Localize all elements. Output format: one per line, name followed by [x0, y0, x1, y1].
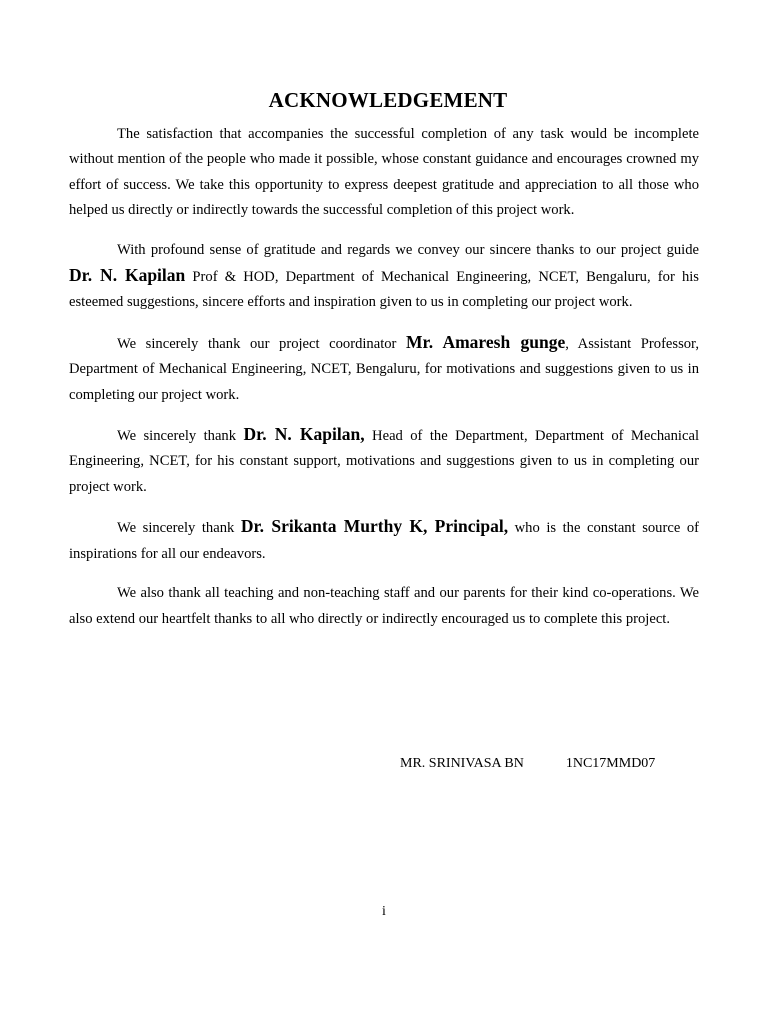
- paragraph-head-of-department: [69, 422, 699, 500]
- paragraph-text: With profound sense of gratitude and regards we convey our sincere thanks to our project guide: [117, 241, 699, 258]
- paragraph-text: We sincerely thank: [117, 428, 244, 445]
- paragraph-principal: [69, 514, 699, 567]
- paragraph-text: We sincerely thank our project coordinator: [117, 335, 407, 352]
- hod-name: Dr. N. Kapilan,: [243, 424, 365, 445]
- roll-number: 1NC17MMD07: [565, 756, 656, 771]
- paragraph-text: We sincerely thank: [117, 520, 241, 537]
- paragraph-staff-and-parents: We also thank all teaching and non-teaching staff and our parents for their kind co-operations. We also extend our heartfelt thanks to all who directly or indirectly encouraged us to complete this project.: [69, 585, 699, 627]
- page-number: i: [382, 904, 386, 919]
- paragraph-text: Head of the Department, Department of Mechanical Engineering, NCET, for his constant support, motivations and suggestions given to us in completing our project work.: [69, 428, 699, 495]
- coordinator-name: Mr. Amaresh gunge: [406, 331, 566, 352]
- paragraph-project-coordinator: [69, 330, 699, 408]
- document-title: ACKNOWLEDGEMENT: [268, 88, 508, 112]
- paragraph-project-guide: [69, 238, 699, 316]
- paragraph-text: , Assistant Professor, Department of Mechanical Engineering, NCET, Bengaluru, for motivations and suggestions given to us in completing our project work.: [69, 335, 699, 403]
- student-name: MR. SRINIVASA BN: [400, 756, 524, 771]
- paragraph-intro: The satisfaction that accompanies the successful completion of any task would be incomplete without mention of the people who made it possible, whose constant guidance and encourages crowned my effort of success. We take this opportunity to express deepest gratitude and appreciation to all those who helped us directly or indirectly towards the successful completion of this project work.: [69, 126, 699, 219]
- principal-name: Dr. Srikanta Murthy K, Principal,: [240, 516, 509, 537]
- paragraph-text: who is the constant source of inspirations for all our endeavors.: [69, 520, 700, 562]
- acknowledgement-body: [69, 122, 699, 646]
- guide-name: Dr. N. Kapilan: [69, 265, 186, 286]
- paragraph-text: Prof & HOD, Department of Mechanical Engineering, NCET, Bengaluru, for his esteemed suggestions, sincere efforts and inspiration given to us in completing our project work.: [69, 269, 699, 311]
- signature-block: [400, 756, 655, 772]
